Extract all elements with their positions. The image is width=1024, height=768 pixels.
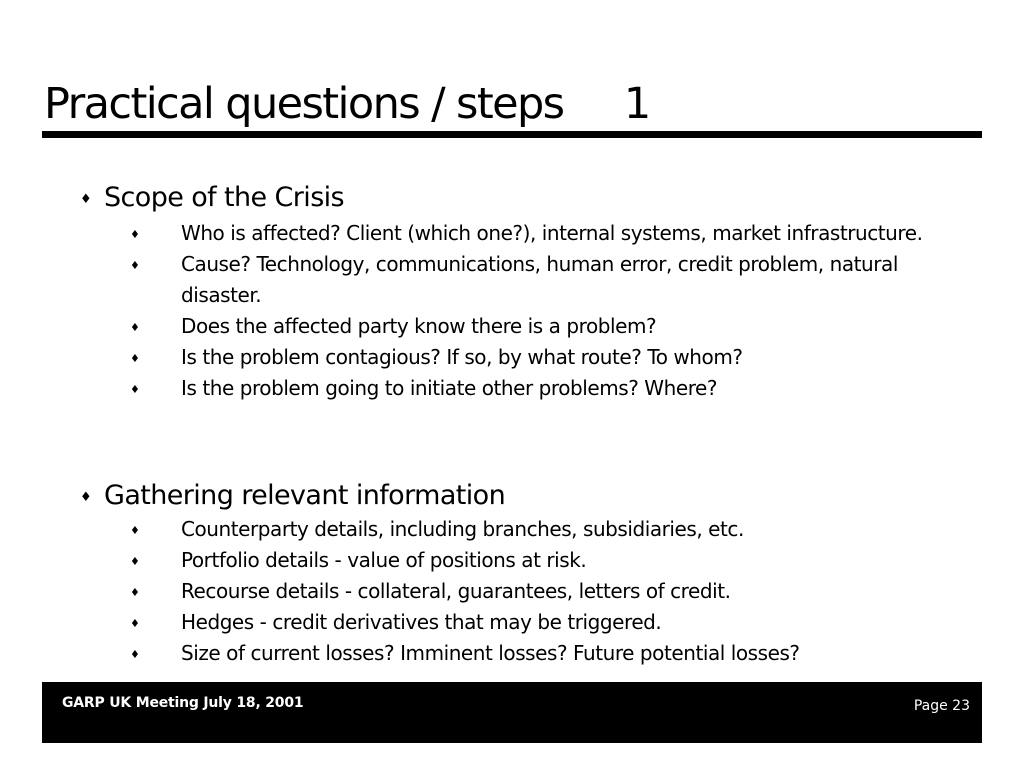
list-item [0,311,1024,342]
list-item-text: Is the problem going to initiate other problems? Where? [181,376,718,400]
list-item-text: Hedges - credit derivatives that may be triggered. [181,610,662,634]
footer-bar [42,682,982,743]
diamond-bullet-icon: ♦ [80,192,92,207]
diamond-bullet-icon: ♦ [130,352,140,365]
diamond-bullet-icon: ♦ [130,228,140,241]
section-heading: Scope of the Crisis [104,182,345,213]
list-item [0,545,1024,576]
list-item-text: Size of current losses? Imminent losses? Future potential losses? [181,641,800,665]
list-item [0,638,1024,669]
footer-meeting-label: GARP UK Meeting July 18, 2001 [62,695,304,711]
list-item [0,249,1024,311]
diamond-bullet-icon: ♦ [130,383,140,396]
section-items [0,514,1024,669]
slide-title: Practical questions / steps 1 [44,79,650,129]
list-item [0,576,1024,607]
diamond-bullet-icon: ♦ [80,490,92,505]
list-item-text: Portfolio details - value of positions at risk. [181,548,587,572]
diamond-bullet-icon: ♦ [130,524,140,537]
diamond-bullet-icon: ♦ [130,586,140,599]
list-item [0,218,1024,249]
section-items [0,218,1024,404]
diamond-bullet-icon: ♦ [130,648,140,661]
list-item-text: Who is affected? Client (which one?), internal systems, market infrastructure. [181,221,923,245]
section-heading: Gathering relevant information [104,480,506,511]
diamond-bullet-icon: ♦ [130,555,140,568]
list-item-text: Is the problem contagious? If so, by what route? To whom? [181,345,743,369]
list-item-text: Recourse details - collateral, guarantees, letters of credit. [181,579,731,603]
diamond-bullet-icon: ♦ [130,617,140,630]
list-item-text: Counterparty details, including branches, subsidiaries, etc. [181,517,744,541]
list-item [0,607,1024,638]
list-item [0,373,1024,404]
list-item [0,342,1024,373]
diamond-bullet-icon: ♦ [130,321,140,334]
list-item-text: Does the affected party know there is a problem? [181,314,657,338]
list-item [0,514,1024,545]
list-item-text: Cause? Technology, communications, human error, credit problem, natural disaster. [181,252,898,307]
title-underline [42,131,982,138]
page-number: Page 23 [913,698,970,714]
diamond-bullet-icon: ♦ [130,259,140,272]
